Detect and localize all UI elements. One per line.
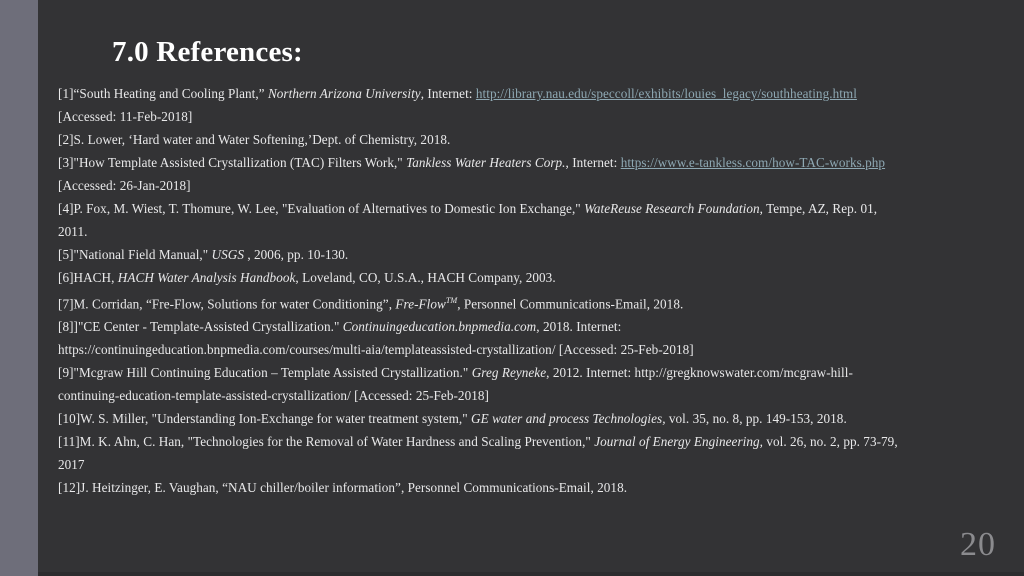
reference-entry <box>58 82 1018 105</box>
publication-title: HACH Water Analysis Handbook <box>117 270 296 285</box>
publication-title: Continuingeducation.bnpmedia.com <box>342 319 537 335</box>
reference-text: [12]J. Heitzinger, E. Vaughan, “NAU chiller/boiler information”, Personnel Communications-Email, 2018. <box>58 480 628 496</box>
reference-text: [2]S. Lower, ‘Hard water and Water Softening,’Dept. of Chemistry, 2018. <box>58 132 451 147</box>
reference-link[interactable]: http://library.nau.edu/speccoll/exhibits/louies_legacy/southheating.html <box>475 86 857 101</box>
reference-text: continuing-education-template-assisted-crystallization/ [Accessed: 25-Feb-2018] <box>58 388 489 404</box>
publication-title: GE water and process Technologies, <box>471 411 666 427</box>
reference-text: , Loveland, CO, U.S.A., HACH Company, 2003. <box>295 270 556 285</box>
publication-title: Tankless Water Heaters Corp. <box>406 155 566 170</box>
reference-text: vol. 26, no. 2, pp. 73-79, <box>762 434 898 450</box>
reference-text: , Internet: <box>565 155 621 170</box>
reference-text: , Personnel Communications-Email, 2018. <box>457 296 684 312</box>
reference-entry <box>58 361 1018 384</box>
publication-title: Northern Arizona University <box>267 86 421 101</box>
publication-title: USGS <box>211 247 244 262</box>
reference-text: https://continuingeducation.bnpmedia.com/courses/multi-aia/templateassisted-crystallization/ [Accessed: 25-Feb-2018] <box>58 342 694 358</box>
reference-continuation <box>58 453 1018 476</box>
reference-text: , 2006, pp. 10-130. <box>243 247 349 262</box>
reference-continuation <box>58 105 1018 128</box>
left-accent-band <box>0 0 38 576</box>
reference-entry <box>58 430 1018 453</box>
reference-continuation <box>58 220 1018 243</box>
publication-title: Greg Reyneke <box>471 365 547 381</box>
reference-entry <box>58 407 1018 430</box>
reference-text: [6]HACH, <box>58 270 118 285</box>
slide-content <box>38 0 1024 576</box>
reference-text: vol. 35, no. 8, pp. 149-153, 2018. <box>665 411 847 427</box>
reference-link[interactable]: https://www.e-tankless.com/how-TAC-works.php <box>620 155 886 170</box>
reference-text: , 2018. Internet: <box>536 319 622 335</box>
reference-entry <box>58 243 1018 266</box>
reference-entry <box>58 289 1018 315</box>
reference-text: 2017 <box>58 457 85 473</box>
reference-continuation <box>58 174 1018 197</box>
reference-entry <box>58 476 1018 499</box>
reference-entry <box>58 197 1018 220</box>
reference-text: [3]"How Template Assisted Crystallization (TAC) Filters Work," <box>58 155 407 170</box>
reference-entry <box>58 315 1018 338</box>
page-number: 20 <box>960 526 996 563</box>
reference-text: [Accessed: 11-Feb-2018] <box>58 109 193 124</box>
publication-title: WateReuse Research Foundation <box>584 201 760 216</box>
reference-text: 2011. <box>58 224 88 239</box>
publication-title: Fre-Flow <box>395 296 446 312</box>
reference-text: , Internet: <box>420 86 476 101</box>
reference-text: [11]M. K. Ahn, C. Han, "Technologies for the Removal of Water Hardness and Scaling Prevention," <box>58 434 595 450</box>
reference-text: [Accessed: 26-Jan-2018] <box>58 178 191 193</box>
reference-entry <box>58 151 1018 174</box>
trademark-mark: TM <box>445 296 458 305</box>
reference-text: , Tempe, AZ, Rep. 01, <box>759 201 878 216</box>
reference-list <box>58 82 1018 499</box>
reference-text: [10]W. S. Miller, "Understanding Ion-Exchange for water treatment system," <box>58 411 472 427</box>
reference-text: [8]]"CE Center - Template-Assisted Crystallization." <box>58 319 343 335</box>
reference-text: [4]P. Fox, M. Wiest, T. Thomure, W. Lee, "Evaluation of Alternatives to Domestic Ion Exchange," <box>58 201 585 216</box>
reference-text: [9]"Mcgraw Hill Continuing Education – Template Assisted Crystallization." <box>58 365 472 381</box>
reference-entry <box>58 266 1018 289</box>
reference-text: [7]M. Corridan, “Fre-Flow, Solutions for water Conditioning”, <box>58 296 396 312</box>
reference-continuation <box>58 338 1018 361</box>
reference-continuation <box>58 384 1018 407</box>
publication-title: Journal of Energy Engineering, <box>594 434 763 450</box>
reference-text: , 2012. Internet: http://gregknowswater.com/mcgraw-hill- <box>546 365 853 381</box>
page-title: 7.0 References: <box>112 36 303 68</box>
reference-text: [5]"National Field Manual," <box>58 247 212 262</box>
bottom-edge-strip <box>38 572 1024 576</box>
reference-text: [1]“South Heating and Cooling Plant,” <box>58 86 268 101</box>
reference-entry <box>58 128 1018 151</box>
